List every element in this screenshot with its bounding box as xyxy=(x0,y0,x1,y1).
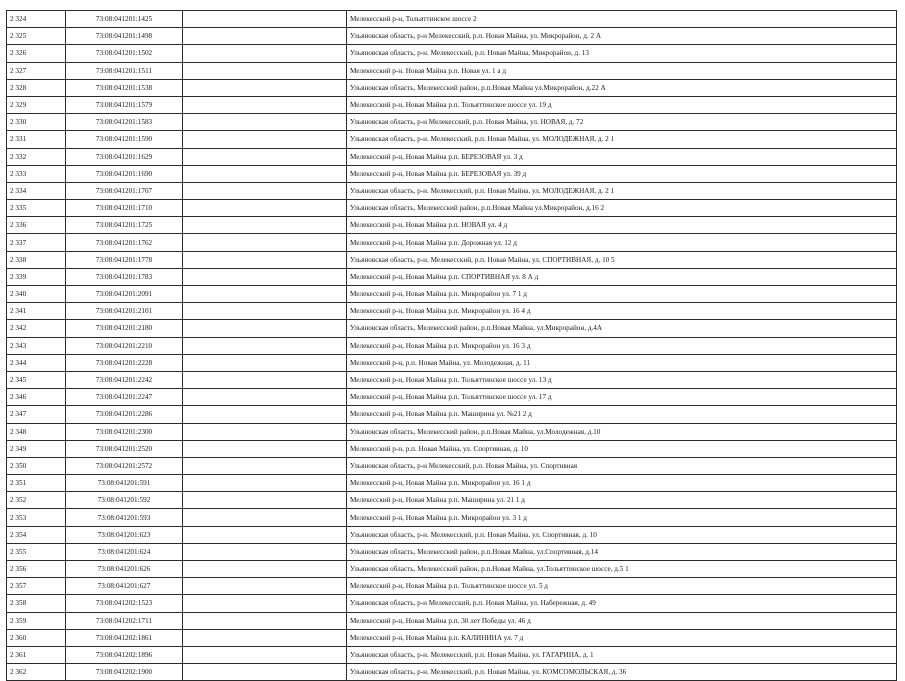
empty-cell xyxy=(183,320,347,337)
cadastral-number-cell: 73:08:041201:1502 xyxy=(66,45,183,62)
empty-cell xyxy=(183,96,347,113)
table-row xyxy=(7,664,897,681)
cadastral-number-cell: 73:08:041201:2247 xyxy=(66,389,183,406)
address-cell: Мелекесский р-н, Новая Майна р.п. Тольяттинское шоссе ул. 19 д xyxy=(347,96,897,113)
address-cell: Мелекесский р-н, Новая Майна р.п. Микрорайон ул. 7 1 д xyxy=(347,286,897,303)
row-number-cell: 2 324 xyxy=(7,11,66,28)
registry-table-body xyxy=(7,11,897,681)
empty-cell xyxy=(183,595,347,612)
address-cell: Ульяновская область, р-н Мелекесский, р.п. Новая Майна, ул. Микрорайон, д. 2 А xyxy=(347,28,897,45)
cadastral-number-cell: 73:08:041201:1707 xyxy=(66,182,183,199)
table-row xyxy=(7,303,897,320)
row-number-cell: 2 335 xyxy=(7,200,66,217)
empty-cell xyxy=(183,543,347,560)
row-number-cell: 2 359 xyxy=(7,612,66,629)
address-cell: Ульяновская область, Мелекесский район, р.п.Новая Майна, ул.Спортивная, д.14 xyxy=(347,543,897,560)
cadastral-number-cell: 73:08:041201:1783 xyxy=(66,268,183,285)
empty-cell xyxy=(183,371,347,388)
address-cell: Мелекесский р-н. Новая Майна р.п. Новая ул. 1 а д xyxy=(347,62,897,79)
row-number-cell: 2 326 xyxy=(7,45,66,62)
row-number-cell: 2 344 xyxy=(7,354,66,371)
empty-cell xyxy=(183,526,347,543)
row-number-cell: 2 360 xyxy=(7,629,66,646)
empty-cell xyxy=(183,457,347,474)
cadastral-number-cell: 73:08:041201:1511 xyxy=(66,62,183,79)
address-cell: Мелекесский р-н, Новая Майна р.п. БЕРЕЗОВАЯ ул. 3 д xyxy=(347,148,897,165)
table-row xyxy=(7,595,897,612)
row-number-cell: 2 353 xyxy=(7,509,66,526)
cadastral-number-cell: 73:08:041201:2242 xyxy=(66,371,183,388)
table-row xyxy=(7,148,897,165)
address-cell: Мелекесский р-н, Новая Майна р.п. НОВАЯ ул. 4 д xyxy=(347,217,897,234)
cadastral-number-cell: 73:08:041201:2572 xyxy=(66,457,183,474)
row-number-cell: 2 334 xyxy=(7,182,66,199)
row-number-cell: 2 357 xyxy=(7,578,66,595)
empty-cell xyxy=(183,200,347,217)
cadastral-number-cell: 73:08:041201:1725 xyxy=(66,217,183,234)
empty-cell xyxy=(183,45,347,62)
address-cell: Мелекесский р-н, Новая Майна р.п. Маширина ул. 21 1 д xyxy=(347,492,897,509)
cadastral-number-cell: 73:08:041201:1690 xyxy=(66,165,183,182)
table-row xyxy=(7,354,897,371)
empty-cell xyxy=(183,389,347,406)
address-cell: Ульяновская область, р-н Мелекесский, р.п. Новая Майна, ул. НОВАЯ, д. 72 xyxy=(347,114,897,131)
row-number-cell: 2 358 xyxy=(7,595,66,612)
table-row xyxy=(7,423,897,440)
row-number-cell: 2 350 xyxy=(7,457,66,474)
empty-cell xyxy=(183,664,347,681)
address-cell: Ульяновская область, р-н. Мелекесский, р.п. Новая Майна, ул. МОЛОДЕЖНАЯ, д. 2 1 xyxy=(347,131,897,148)
table-row xyxy=(7,286,897,303)
cadastral-number-cell: 73:08:041201:593 xyxy=(66,509,183,526)
empty-cell xyxy=(183,492,347,509)
row-number-cell: 2 361 xyxy=(7,646,66,663)
empty-cell xyxy=(183,354,347,371)
empty-cell xyxy=(183,475,347,492)
table-row xyxy=(7,475,897,492)
address-cell: Мелекесский р-н, Новая Майна р.п. Микрорайон ул. 3 1 д xyxy=(347,509,897,526)
address-cell: Ульяновская область, Мелекесский район, р.п.Новая Майна, ул.Микрорайон, д.4А xyxy=(347,320,897,337)
cadastral-number-cell: 73:08:041201:2300 xyxy=(66,423,183,440)
table-row xyxy=(7,11,897,28)
table-row xyxy=(7,320,897,337)
empty-cell xyxy=(183,11,347,28)
address-cell: Мелекесский р-н, Новая Майна р.п. Дорожная ул. 12 д xyxy=(347,234,897,251)
address-cell: Ульяновская область, р-н. Мелекесский, р.п. Новая Майна, ул. СПОРТИВНАЯ, д. 10 5 xyxy=(347,251,897,268)
row-number-cell: 2 329 xyxy=(7,96,66,113)
cadastral-number-cell: 73:08:041201:2091 xyxy=(66,286,183,303)
table-row xyxy=(7,509,897,526)
table-row xyxy=(7,371,897,388)
cadastral-number-cell: 73:08:041202:1711 xyxy=(66,612,183,629)
address-cell: Мелекесский р-н, Новая Майна р.п. Микрорайон ул. 16 3 д xyxy=(347,337,897,354)
address-cell: Мелекесский р-н, Новая Майна р.п. Тольяттинское шоссе ул. 17 д xyxy=(347,389,897,406)
address-cell: Ульяновская область, Мелекесский район, р.п.Новая Майна ул.Микрорайон, д.16 2 xyxy=(347,200,897,217)
row-number-cell: 2 340 xyxy=(7,286,66,303)
cadastral-number-cell: 73:08:041201:1778 xyxy=(66,251,183,268)
empty-cell xyxy=(183,234,347,251)
table-row xyxy=(7,114,897,131)
table-row xyxy=(7,45,897,62)
row-number-cell: 2 332 xyxy=(7,148,66,165)
address-cell: Ульяновская область, р-н Мелекесский, р.п. Новая Майна, ул. Спортивная xyxy=(347,457,897,474)
cadastral-registry-table xyxy=(6,10,897,681)
address-cell: Мелекесский р-н, Новая Майна р.п. Микрорайон ул. 16 4 д xyxy=(347,303,897,320)
row-number-cell: 2 339 xyxy=(7,268,66,285)
address-cell: Мелекесский р-н, р.п. Новая Майна, ул. Молодежная, д. 11 xyxy=(347,354,897,371)
empty-cell xyxy=(183,131,347,148)
table-row xyxy=(7,406,897,423)
table-row xyxy=(7,79,897,96)
empty-cell xyxy=(183,182,347,199)
address-cell: Ульяновская область, р-н Мелекесский, р.п. Новая Майна, ул. Набережная, д. 49 xyxy=(347,595,897,612)
cadastral-number-cell: 73:08:041201:2228 xyxy=(66,354,183,371)
address-cell: Ульяновская область, р-н. Мелекесский, р.п. Новая Майна, ул. КОМСОМОЛЬСКАЯ, д. 36 xyxy=(347,664,897,681)
row-number-cell: 2 333 xyxy=(7,165,66,182)
table-row xyxy=(7,28,897,45)
row-number-cell: 2 348 xyxy=(7,423,66,440)
row-number-cell: 2 355 xyxy=(7,543,66,560)
table-row xyxy=(7,62,897,79)
empty-cell xyxy=(183,337,347,354)
cadastral-number-cell: 73:08:041201:2520 xyxy=(66,440,183,457)
row-number-cell: 2 351 xyxy=(7,475,66,492)
row-number-cell: 2 330 xyxy=(7,114,66,131)
empty-cell xyxy=(183,440,347,457)
address-cell: Ульяновская область, Мелекесский район, р.п.Новая Майна, ул.Молодежная, д.10 xyxy=(347,423,897,440)
cadastral-number-cell: 73:08:041201:624 xyxy=(66,543,183,560)
cadastral-number-cell: 73:08:041201:1629 xyxy=(66,148,183,165)
cadastral-number-cell: 73:08:041201:591 xyxy=(66,475,183,492)
empty-cell xyxy=(183,423,347,440)
table-row xyxy=(7,165,897,182)
empty-cell xyxy=(183,251,347,268)
row-number-cell: 2 331 xyxy=(7,131,66,148)
row-number-cell: 2 338 xyxy=(7,251,66,268)
table-row xyxy=(7,182,897,199)
cadastral-number-cell: 73:08:041201:623 xyxy=(66,526,183,543)
cadastral-number-cell: 73:08:041202:1896 xyxy=(66,646,183,663)
cadastral-number-cell: 73:08:041202:1861 xyxy=(66,629,183,646)
empty-cell xyxy=(183,646,347,663)
table-row xyxy=(7,200,897,217)
cadastral-number-cell: 73:08:041201:1583 xyxy=(66,114,183,131)
address-cell: Ульяновская область, Мелекесский район, р.п.Новая Майна, ул.Тольяттинское шоссе, д.5 1 xyxy=(347,561,897,578)
row-number-cell: 2 343 xyxy=(7,337,66,354)
cadastral-number-cell: 73:08:041201:2101 xyxy=(66,303,183,320)
row-number-cell: 2 346 xyxy=(7,389,66,406)
row-number-cell: 2 328 xyxy=(7,79,66,96)
table-row xyxy=(7,440,897,457)
cadastral-number-cell: 73:08:041202:1900 xyxy=(66,664,183,681)
row-number-cell: 2 347 xyxy=(7,406,66,423)
row-number-cell: 2 362 xyxy=(7,664,66,681)
empty-cell xyxy=(183,303,347,320)
table-row xyxy=(7,389,897,406)
table-row xyxy=(7,629,897,646)
empty-cell xyxy=(183,561,347,578)
cadastral-number-cell: 73:08:041201:2286 xyxy=(66,406,183,423)
table-row xyxy=(7,234,897,251)
cadastral-number-cell: 73:08:041201:592 xyxy=(66,492,183,509)
cadastral-number-cell: 73:08:041201:1579 xyxy=(66,96,183,113)
table-row xyxy=(7,268,897,285)
table-row xyxy=(7,217,897,234)
row-number-cell: 2 337 xyxy=(7,234,66,251)
empty-cell xyxy=(183,165,347,182)
empty-cell xyxy=(183,79,347,96)
address-cell: Мелекесский р-н, Новая Майна р.п. Маширина ул. №21 2 д xyxy=(347,406,897,423)
table-row xyxy=(7,578,897,595)
table-row xyxy=(7,96,897,113)
address-cell: Ульяновская область, р-н. Мелекесский, р.п. Новая Майна, ул. МОЛОДЕЖНАЯ, д. 2 1 xyxy=(347,182,897,199)
address-cell: Мелекесский р-н, Новая Майна р.п. БЕРЕЗОВАЯ ул. 39 д xyxy=(347,165,897,182)
address-cell: Ульяновская область, р-н. Мелекесский, р.п. Новая Майна, Микрорайон, д. 13 xyxy=(347,45,897,62)
row-number-cell: 2 336 xyxy=(7,217,66,234)
table-row xyxy=(7,646,897,663)
row-number-cell: 2 325 xyxy=(7,28,66,45)
cadastral-number-cell: 73:08:041201:1425 xyxy=(66,11,183,28)
table-row xyxy=(7,337,897,354)
cadastral-number-cell: 73:08:041201:1710 xyxy=(66,200,183,217)
row-number-cell: 2 349 xyxy=(7,440,66,457)
cadastral-number-cell: 73:08:041201:1538 xyxy=(66,79,183,96)
address-cell: Мелекесский р-н, Тольяттинское шоссе 2 xyxy=(347,11,897,28)
empty-cell xyxy=(183,148,347,165)
empty-cell xyxy=(183,217,347,234)
cadastral-number-cell: 73:08:041201:626 xyxy=(66,561,183,578)
table-row xyxy=(7,492,897,509)
address-cell: Мелекесский р-н, Новая Майна р.п. Тольяттинское шоссе ул. 5 д xyxy=(347,578,897,595)
cadastral-number-cell: 73:08:041201:627 xyxy=(66,578,183,595)
address-cell: Ульяновская область, Мелекесский район, р.п.Новая Майна ул.Микрорайон, д.22 А xyxy=(347,79,897,96)
empty-cell xyxy=(183,629,347,646)
row-number-cell: 2 352 xyxy=(7,492,66,509)
row-number-cell: 2 342 xyxy=(7,320,66,337)
address-cell: Мелекесский р-н, Новая Майна р.п. Микрорайон ул. 16 1 д xyxy=(347,475,897,492)
table-row xyxy=(7,612,897,629)
address-cell: Мелекесский р-н, Новая Майна р.п. СПОРТИВНАЯ ул. 8 А д xyxy=(347,268,897,285)
empty-cell xyxy=(183,268,347,285)
row-number-cell: 2 354 xyxy=(7,526,66,543)
cadastral-number-cell: 73:08:041201:1498 xyxy=(66,28,183,45)
address-cell: Мелекесский р-н, Новая Майна р.п. КАЛИНИНА ул. 7 д xyxy=(347,629,897,646)
table-row xyxy=(7,457,897,474)
row-number-cell: 2 356 xyxy=(7,561,66,578)
address-cell: Мелекесский р-н, Новая Майна р.п. Тольяттинское шоссе ул. 13 д xyxy=(347,371,897,388)
cadastral-number-cell: 73:08:041201:1762 xyxy=(66,234,183,251)
address-cell: Мелекесский р-н, р.п. Новая Майна, ул. Спортивная, д. 10 xyxy=(347,440,897,457)
table-row xyxy=(7,526,897,543)
address-cell: Мелекесский р-н, Новая Майна р.п. 30 лет Победы ул. 46 д xyxy=(347,612,897,629)
row-number-cell: 2 345 xyxy=(7,371,66,388)
address-cell: Ульяновская область, р-н. Мелекесский, р.п. Новая Майна, ул. Спортивная, д. 10 xyxy=(347,526,897,543)
table-row xyxy=(7,131,897,148)
table-row xyxy=(7,251,897,268)
table-row xyxy=(7,543,897,560)
row-number-cell: 2 327 xyxy=(7,62,66,79)
row-number-cell: 2 341 xyxy=(7,303,66,320)
cadastral-number-cell: 73:08:041201:2210 xyxy=(66,337,183,354)
table-row xyxy=(7,561,897,578)
empty-cell xyxy=(183,62,347,79)
empty-cell xyxy=(183,578,347,595)
empty-cell xyxy=(183,28,347,45)
empty-cell xyxy=(183,612,347,629)
cadastral-number-cell: 73:08:041201:2180 xyxy=(66,320,183,337)
cadastral-number-cell: 73:08:041202:1523 xyxy=(66,595,183,612)
address-cell: Ульяновская область, р-н. Мелекесский, р.п. Новая Майна, ул. ГАГАРИНА, д. 1 xyxy=(347,646,897,663)
empty-cell xyxy=(183,406,347,423)
empty-cell xyxy=(183,114,347,131)
empty-cell xyxy=(183,509,347,526)
empty-cell xyxy=(183,286,347,303)
cadastral-number-cell: 73:08:041201:1590 xyxy=(66,131,183,148)
